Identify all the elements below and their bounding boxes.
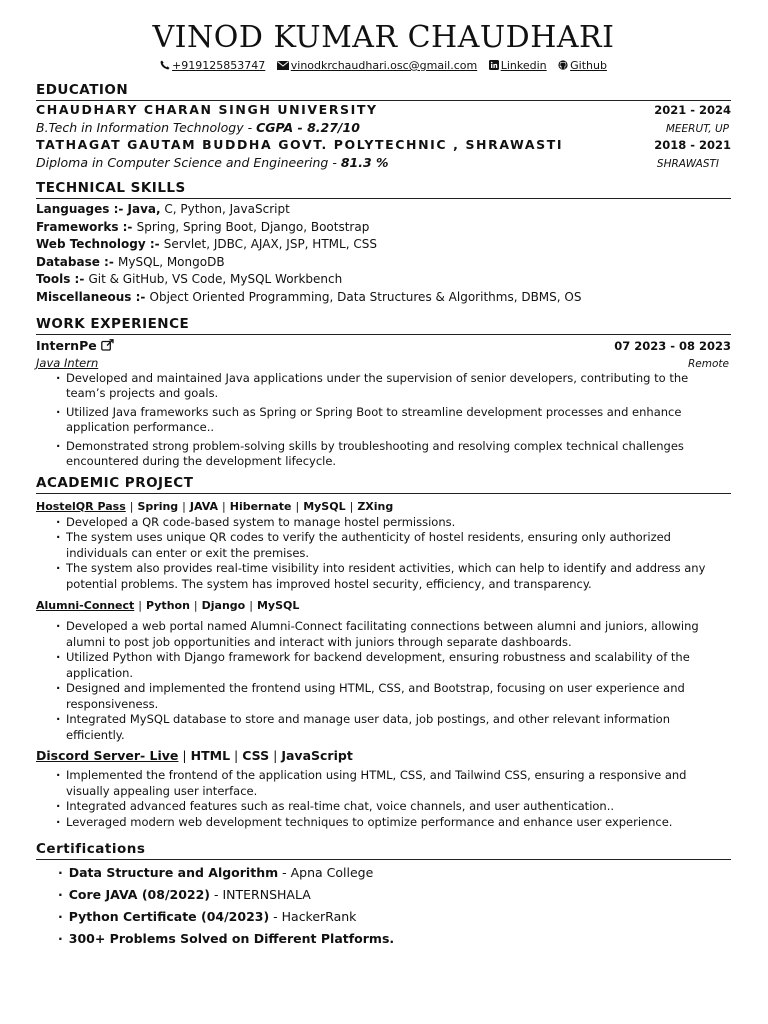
certifications-list	[36, 862, 731, 950]
work-mode: Remote	[688, 357, 729, 370]
company-name: InternPe	[36, 337, 114, 355]
institution-name: CHAUDHARY CHARAN SINGH UNIVERSITY	[36, 102, 378, 117]
github-icon	[558, 60, 568, 70]
phone-contact	[160, 59, 269, 72]
github-contact	[558, 59, 607, 72]
degree: B.Tech in Information Technology - CGPA - 8.27/10	[36, 120, 360, 135]
skill-row: Web Technology :- Servlet, JDBC, AJAX, JSP, HTML, CSS	[36, 237, 377, 252]
list-item: · Implemented the frontend of the application using HTML, CSS, and Tailwind CSS, ensuring a responsive and visually appealing user interface.	[56, 768, 731, 799]
email-contact	[277, 59, 481, 72]
candidate-name: VINOD KUMAR CHAUDHARI	[152, 20, 615, 55]
list-item: · Integrated MySQL database to store and manage user data, job postings, and other relevant information efficiently.	[56, 712, 731, 743]
project-name[interactable]: Discord Server- Live	[36, 748, 179, 764]
resume	[36, 18, 731, 950]
skill-row: Frameworks :- Spring, Spring Boot, Django, Bootstrap	[36, 219, 370, 234]
work-heading: WORK EXPERIENCE	[36, 315, 731, 335]
linkedin-link[interactable]: Linkedin	[500, 59, 547, 72]
education-entry	[36, 136, 731, 171]
project-name: HostelQR Pass	[36, 499, 126, 513]
list-item: · Data Structure and Algorithm - Apna College	[58, 865, 374, 881]
skill-row: Tools :- Git & GitHub, VS Code, MySQL Workbench	[36, 272, 343, 287]
job-role: Java Intern	[36, 355, 99, 370]
linkedin-contact	[489, 59, 550, 72]
contact-bar	[36, 58, 731, 73]
skills-heading: TECHNICAL SKILLS	[36, 179, 731, 199]
education-entry	[36, 101, 731, 136]
list-item: · Developed and maintained Java applications under the supervision of senior developers, contributing to the team’s projects and goals.	[56, 371, 731, 402]
envelope-icon	[277, 61, 289, 70]
email-link[interactable]: vinodkrchaudhari.osc@gmail.com	[290, 59, 478, 72]
list-item: · Utilized Java frameworks such as Spring or Spring Boot to streamline development processes and enhance application performance..	[56, 405, 731, 436]
list-item: · Developed a QR code-based system to manage hostel permissions.	[56, 515, 731, 531]
list-item: · Demonstrated strong problem-solving skills by troubleshooting and resolving complex technical challenges encountered during the development lifecycle.	[56, 439, 731, 470]
education-location: MEERUT, UP	[665, 123, 729, 135]
list-item: · Core JAVA (08/2022) - INTERNSHALA	[58, 887, 311, 903]
degree-score: 81.3 %	[340, 155, 389, 170]
degree-score: CGPA - 8.27/10	[256, 120, 360, 135]
education-dates: 2018 - 2021	[654, 138, 731, 152]
list-item: · Leveraged modern web development techniques to optimize performance and enhance user experience.	[56, 815, 731, 831]
project-header: HostelQR Pass | Spring | JAVA | Hibernate | MySQL | ZXing	[36, 499, 394, 513]
github-link[interactable]: Github	[570, 59, 607, 72]
phone-icon	[160, 60, 170, 70]
list-item: · 300+ Problems Solved on Different Platforms.	[58, 931, 395, 947]
certifications-heading: Certifications	[36, 840, 731, 860]
skill-row: Miscellaneous :- Object Oriented Programming, Data Structures & Algorithms, DBMS, OS	[36, 289, 582, 304]
list-item: · Utilized Python with Django framework for backend development, ensuring robustness and scalability of the application.	[56, 650, 731, 681]
list-item: · The system uses unique QR codes to verify the authenticity of hostel residents, ensuring only authorized individuals can enter or exit the premises.	[56, 530, 731, 561]
list-item: · Developed a web portal named Alumni-Connect facilitating connections between alumni and juniors, allowing alumni to post job opportunities and interact with juniors through separate dashboards.	[56, 619, 731, 650]
linkedin-icon	[489, 60, 499, 70]
skills-list	[36, 201, 731, 307]
project-bullets	[36, 619, 731, 743]
skill-row: Database :- MySQL, MongoDB	[36, 254, 225, 269]
list-item: · The system also provides real-time visibility into resident activities, which can help to identify and address any potential problems. The system has improved hostel security, efficiency, and transparency.	[56, 561, 731, 592]
list-item: · Python Certificate (04/2023) - HackerRank	[58, 909, 357, 925]
work-bullets	[36, 371, 731, 470]
degree: Diploma in Computer Science and Engineering - 81.3 %	[36, 155, 389, 170]
external-link-icon[interactable]	[101, 339, 114, 351]
institution-name: TATHAGAT GAUTAM BUDDHA GOVT. POLYTECHNIC , SHRAWASTI	[36, 137, 564, 152]
education-heading: EDUCATION	[36, 81, 731, 101]
projects-heading: ACADEMIC PROJECT	[36, 474, 731, 494]
skill-row: Languages :- Java, C, Python, JavaScript	[36, 202, 290, 216]
project-header: Alumni-Connect | Python | Django | MySQL	[36, 599, 300, 613]
education-location: SHRAWASTI	[656, 158, 719, 170]
project-bullets	[36, 515, 731, 593]
project-bullets	[36, 768, 731, 830]
phone-link[interactable]: +919125853747	[172, 59, 266, 72]
list-item: · Integrated advanced features such as real-time chat, voice channels, and user authentication..	[56, 799, 731, 815]
project-name: Alumni-Connect	[36, 599, 135, 613]
list-item: · Designed and implemented the frontend using HTML, CSS, and Bootstrap, focusing on user experience and responsiveness.	[56, 681, 731, 712]
education-dates: 2021 - 2024	[654, 103, 731, 117]
project-header: Discord Server- Live | HTML | CSS | JavaScript	[36, 748, 353, 764]
work-dates: 07 2023 - 08 2023	[614, 338, 731, 353]
